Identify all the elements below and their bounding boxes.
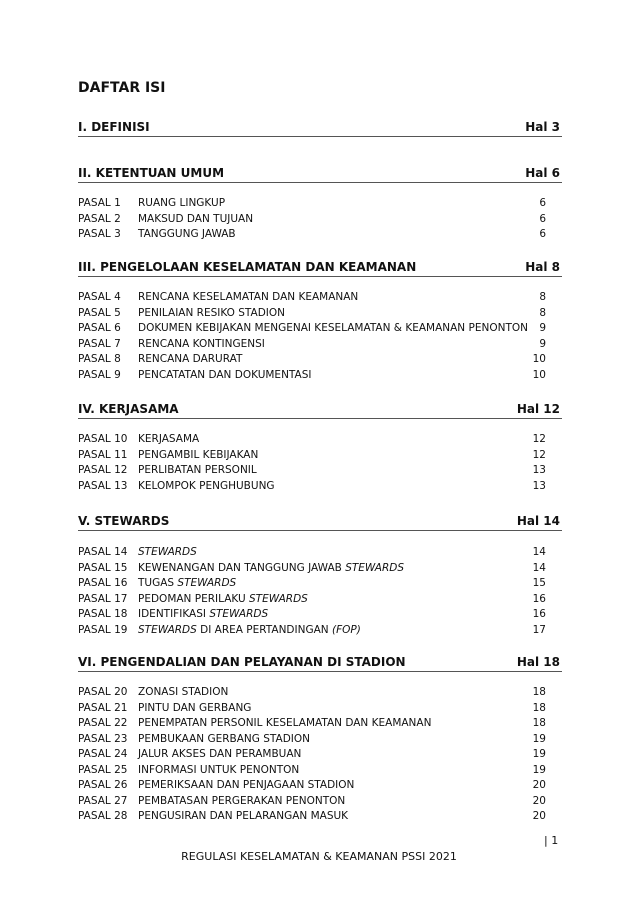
pasal-page: 15 xyxy=(532,577,546,589)
pasal-title: TANGGUNG JAWAB xyxy=(138,228,236,240)
pasal-number: PASAL 13 xyxy=(78,479,128,492)
toc-row xyxy=(78,764,562,779)
pasal-title: MAKSUD DAN TUJUAN xyxy=(138,212,254,225)
toc-row xyxy=(78,369,562,384)
pasal-title: PINTU DAN GERBANG xyxy=(138,701,252,714)
toc-row xyxy=(78,433,562,448)
toc-row xyxy=(78,748,562,763)
pasal-page: 10 xyxy=(532,353,546,365)
toc-row xyxy=(78,795,562,810)
pasal-title: INFORMASI UNTUK PENONTON xyxy=(138,763,300,776)
pasal-number: PASAL 10 xyxy=(78,433,128,445)
toc-row xyxy=(78,624,562,639)
pasal-number: PASAL 4 xyxy=(78,291,121,303)
page-number: | 1 xyxy=(544,834,559,847)
pasal-number: PASAL 7 xyxy=(78,337,121,350)
pasal-page: 19 xyxy=(532,732,546,745)
section-title: V. STEWARDS xyxy=(78,514,170,528)
toc-row xyxy=(78,197,562,212)
pasal-number: PASAL 14 xyxy=(78,546,128,558)
pasal-page: 18 xyxy=(532,717,546,729)
toc-row xyxy=(78,546,562,561)
pasal-page: 19 xyxy=(532,763,546,776)
pasal-number: PASAL 16 xyxy=(78,577,128,589)
pasal-number: PASAL 3 xyxy=(78,228,121,240)
pasal-number: PASAL 6 xyxy=(78,322,121,334)
pasal-page: 20 xyxy=(532,794,546,807)
section-title: I. DEFINISI xyxy=(78,120,150,134)
pasal-page: 16 xyxy=(532,592,546,605)
pasal-page: 10 xyxy=(532,368,546,381)
toc-row xyxy=(78,228,562,243)
pasal-page: 14 xyxy=(532,546,546,558)
pasal-title: STEWARDS xyxy=(138,546,197,558)
pasal-page: 16 xyxy=(532,608,546,620)
pasal-number: PASAL 28 xyxy=(78,810,128,822)
toc-row xyxy=(78,213,562,228)
toc-row xyxy=(78,577,562,592)
pasal-page: 20 xyxy=(532,779,546,791)
pasal-title: RENCANA KONTINGENSI xyxy=(138,337,265,350)
pasal-page: 17 xyxy=(532,623,546,636)
toc-row xyxy=(78,449,562,464)
pasal-title: PENCATATAN DAN DOKUMENTASI xyxy=(138,368,312,381)
pasal-number: PASAL 1 xyxy=(78,197,121,209)
toc-row xyxy=(78,291,562,306)
pasal-title: DOKUMEN KEBIJAKAN MENGENAI KESELAMATAN & KEAMANAN PENONTON xyxy=(138,322,528,334)
pasal-number: PASAL 24 xyxy=(78,748,128,760)
pasal-number: PASAL 11 xyxy=(78,448,128,461)
section-heading xyxy=(78,166,562,183)
toc-row xyxy=(78,338,562,353)
pasal-title: RUANG LINGKUP xyxy=(138,197,226,209)
pasal-number: PASAL 22 xyxy=(78,717,128,729)
section-page: Hal 12 xyxy=(516,402,560,416)
pasal-page: 19 xyxy=(532,748,546,760)
pasal-title: PENEMPATAN PERSONIL KESELAMATAN DAN KEAMANAN xyxy=(138,717,432,729)
pasal-title: PEMBATASAN PERGERAKAN PENONTON xyxy=(138,794,346,807)
pasal-number: PASAL 2 xyxy=(78,212,121,225)
toc-row xyxy=(78,686,562,701)
toc-row xyxy=(78,464,562,479)
toc-row xyxy=(78,717,562,732)
pasal-page: 9 xyxy=(539,337,546,350)
toc-row xyxy=(78,608,562,623)
toc-row xyxy=(78,480,562,495)
pasal-title: PEDOMAN PERILAKU STEWARDS xyxy=(138,592,308,605)
toc-row xyxy=(78,353,562,368)
section-page: Hal 18 xyxy=(516,655,560,669)
toc-row xyxy=(78,307,562,322)
pasal-title: KERJASAMA xyxy=(138,433,200,445)
pasal-title: ZONASI STADION xyxy=(138,686,229,698)
pasal-number: PASAL 18 xyxy=(78,608,128,620)
pasal-number: PASAL 5 xyxy=(78,306,121,319)
pasal-page: 12 xyxy=(532,448,546,461)
pasal-page: 6 xyxy=(539,228,546,240)
pasal-title: TUGAS STEWARDS xyxy=(138,577,237,589)
pasal-number: PASAL 21 xyxy=(78,701,128,714)
pasal-number: PASAL 26 xyxy=(78,779,128,791)
pasal-page: 6 xyxy=(539,197,546,209)
toc-row xyxy=(78,779,562,794)
pasal-number: PASAL 15 xyxy=(78,561,128,574)
pasal-page: 13 xyxy=(532,479,546,492)
pasal-page: 6 xyxy=(539,212,546,225)
pasal-page: 13 xyxy=(532,464,546,476)
toc-row xyxy=(78,810,562,825)
section-heading xyxy=(78,120,562,137)
pasal-page: 9 xyxy=(539,322,546,334)
pasal-number: PASAL 17 xyxy=(78,592,128,605)
pasal-title: PENGUSIRAN DAN PELARANGAN MASUK xyxy=(138,810,349,822)
toc-row xyxy=(78,702,562,717)
pasal-number: PASAL 25 xyxy=(78,763,128,776)
pasal-number: PASAL 23 xyxy=(78,732,128,745)
pasal-page: 14 xyxy=(532,561,546,574)
toc-row xyxy=(78,322,562,337)
pasal-title: JALUR AKSES DAN PERAMBUAN xyxy=(138,748,302,760)
pasal-title: KELOMPOK PENGHUBUNG xyxy=(138,479,275,492)
section-title: IV. KERJASAMA xyxy=(78,402,179,416)
pasal-title: STEWARDS DI AREA PERTANDINGAN (FOP) xyxy=(138,623,361,636)
pasal-number: PASAL 8 xyxy=(78,353,121,365)
pasal-number: PASAL 20 xyxy=(78,686,128,698)
pasal-page: 20 xyxy=(532,810,546,822)
toc-row xyxy=(78,733,562,748)
pasal-title: PENILAIAN RESIKO STADION xyxy=(138,306,286,319)
page-title: DAFTAR ISI xyxy=(78,80,166,96)
pasal-number: PASAL 12 xyxy=(78,464,128,476)
pasal-title: RENCANA KESELAMATAN DAN KEAMANAN xyxy=(138,291,359,303)
pasal-title: KEWENANGAN DAN TANGGUNG JAWAB STEWARDS xyxy=(138,561,405,574)
pasal-title: PERLIBATAN PERSONIL xyxy=(138,464,257,476)
section-title: III. PENGELOLAAN KESELAMATAN DAN KEAMANAN xyxy=(78,260,417,274)
pasal-page: 8 xyxy=(539,306,546,319)
pasal-title: IDENTIFIKASI STEWARDS xyxy=(138,608,269,620)
toc-row xyxy=(78,562,562,577)
pasal-number: PASAL 9 xyxy=(78,368,121,381)
section-page: Hal 3 xyxy=(525,120,560,134)
section-title: II. KETENTUAN UMUM xyxy=(78,166,225,180)
section-heading xyxy=(78,655,562,672)
pasal-page: 18 xyxy=(532,686,546,698)
pasal-number: PASAL 19 xyxy=(78,623,128,636)
toc-row xyxy=(78,593,562,608)
section-heading xyxy=(78,260,562,277)
pasal-page: 8 xyxy=(539,291,546,303)
pasal-title: PEMERIKSAAN DAN PENJAGAAN STADION xyxy=(138,779,355,791)
section-heading xyxy=(78,514,562,531)
pasal-title: RENCANA DARURAT xyxy=(138,353,243,365)
pasal-title: PENGAMBIL KEBIJAKAN xyxy=(138,448,259,461)
section-page: Hal 8 xyxy=(525,260,560,274)
section-title: VI. PENGENDALIAN DAN PELAYANAN DI STADION xyxy=(78,655,406,669)
pasal-title: PEMBUKAAN GERBANG STADION xyxy=(138,732,310,745)
footer-title: REGULASI KESELAMATAN & KEAMANAN PSSI 2021 xyxy=(181,850,457,863)
section-page: Hal 14 xyxy=(516,514,560,528)
pasal-page: 18 xyxy=(532,701,546,714)
section-heading xyxy=(78,402,562,419)
section-page: Hal 6 xyxy=(525,166,560,180)
pasal-number: PASAL 27 xyxy=(78,794,128,807)
pasal-page: 12 xyxy=(532,433,546,445)
